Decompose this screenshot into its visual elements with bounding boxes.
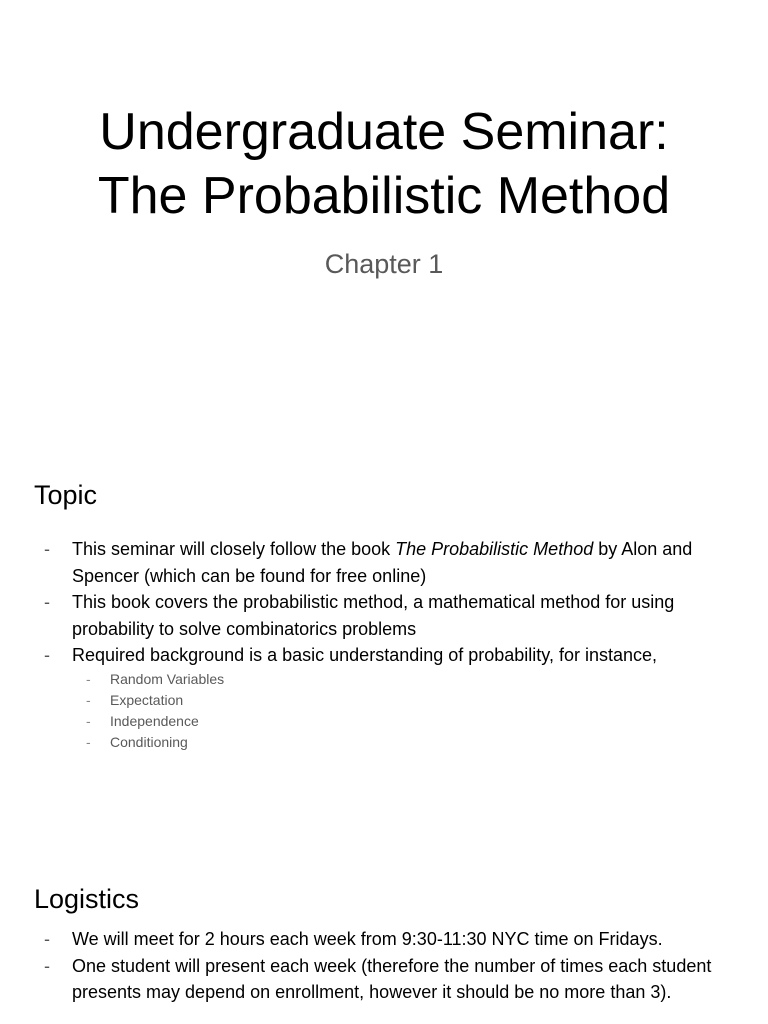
bullet-dash: - — [44, 539, 50, 559]
sub-item-text: Conditioning — [110, 733, 188, 750]
bullet-text: We will meet for 2 hours each week from 9:30-11:30 NYC time on Fridays. — [72, 929, 663, 949]
list-item — [44, 926, 744, 953]
bullet-dash: - — [44, 645, 50, 665]
background-sub-list — [72, 669, 744, 753]
bullet-dash: - — [44, 592, 50, 612]
sub-item-text: Random Variables — [110, 670, 225, 687]
sub-item-text: Independence — [110, 712, 199, 729]
bullet-dash: - — [44, 955, 50, 976]
slide-title-line-1: Undergraduate Seminar: — [99, 103, 669, 161]
bullet-dash: - — [44, 929, 50, 949]
sub-list-item — [82, 669, 744, 690]
slide-title-line-2: The Probabilistic Method — [97, 167, 671, 225]
sub-bullet-dash: - — [86, 691, 91, 708]
logistics-bullet-list — [44, 926, 744, 1006]
sub-bullet-dash: - — [86, 733, 91, 750]
sub-bullet-dash: - — [86, 712, 91, 729]
list-item — [44, 642, 744, 753]
book-title: The Probabilistic Method — [395, 539, 594, 559]
bullet-text-prefix: This seminar will closely follow the book — [72, 539, 396, 559]
topic-heading: Topic — [34, 480, 98, 510]
bullet-text-suffix: by Alon and Spencer (which can be found for free online) — [72, 539, 693, 586]
list-item — [44, 589, 744, 642]
sub-list-item — [82, 711, 744, 732]
list-item — [44, 536, 744, 589]
bullet-text: Required background is a basic understanding of probability, for instance, — [72, 645, 658, 665]
sub-list-item — [82, 732, 744, 753]
sub-list-item — [82, 690, 744, 711]
sub-bullet-dash: - — [86, 670, 91, 687]
bullet-text: This book covers the probabilistic method, a mathematical method for using probability to solve combinatorics problems — [72, 592, 675, 639]
sub-item-text: Expectation — [110, 691, 184, 708]
slide-subtitle: Chapter 1 — [324, 249, 444, 279]
topic-bullet-list — [44, 536, 744, 753]
list-item — [44, 953, 744, 1006]
bullet-text: One student will present each week (therefore the number of times each student presents may depend on enrollment, however it should be no more than 3). — [72, 955, 712, 1002]
slide-title — [0, 100, 768, 228]
logistics-heading: Logistics — [34, 884, 140, 914]
title-slide — [0, 0, 768, 420]
